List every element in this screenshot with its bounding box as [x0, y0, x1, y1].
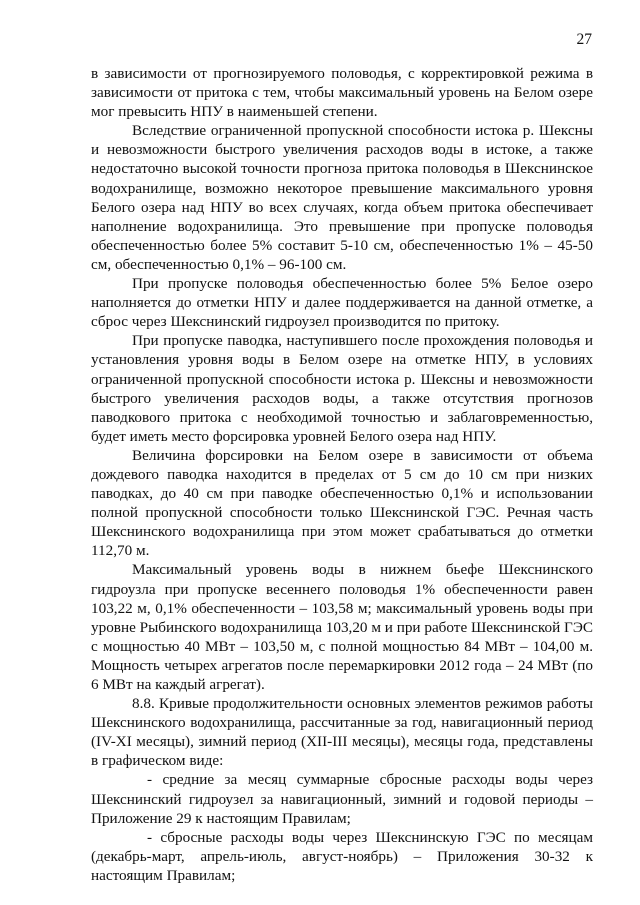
document-body: [91, 64, 593, 885]
list-item-1: - средние за месяц суммарные сбросные расходы воды через Шекснинский гидроузел за навигационный, зимний и годовой периоды – Приложение 29 к настоящим Правилам;: [91, 771, 593, 827]
paragraph-2: Вследствие ограниченной пропускной способности истока р. Шексны и невозможности быстрого увеличения расходов воды в истоке, а также недостаточно высокой точности прогноза притока половодья в Шекснинское водохранилище, возможно некоторое превышение максимального уровня Белого озера над НПУ во всех случаях, когда объем притока обеспечивает наполнение водохранилища. Это превышение при пропуске половодья обеспеченностью более 5% составит 5-10 см, обеспеченностью 1% – 45-50 см, обеспеченностью 0,1% – 96-100 см.: [91, 122, 593, 273]
paragraph-6: Максимальный уровень воды в нижнем бьефе Шекснинского гидроузла при пропуске весеннего половодья 1% обеспеченности равен 103,22 м, 0,1% обеспеченности – 103,58 м; максимальный уровень воды при уровне Рыбинского водохранилища 103,20 м и при работе Шекснинской ГЭС с мощностью 40 МВт – 103,50 м, с полной мощностью 84 МВт – 104,00 м. Мощность четырех агрегатов после перемаркировки 2012 года – 24 МВт (по 6 МВт на каждый агрегат).: [91, 561, 593, 693]
paragraph-1: в зависимости от прогнозируемого половодья, с корректировкой режима в зависимости от притока с тем, чтобы максимальный уровень на Белом озере мог превысить НПУ в наименьшей степени.: [91, 65, 593, 121]
paragraph-4: При пропуске паводка, наступившего после прохождения половодья и установления уровня воды в Белом озере на отметке НПУ, в условиях ограниченной пропускной способности истока р. Шексны и невозможности быстрого увеличения расходов воды, а также отсутствия прогнозов паводкового притока с необходимой точностью и заблаговременностью, будет иметь место форсировка уровней Белого озера над НПУ.: [91, 332, 593, 445]
paragraph-5: Величина форсировки на Белом озере в зависимости от объема дождевого паводка находится в пределах от 5 см до 10 см при низких паводках, до 40 см при паводке обеспеченностью 0,1% и использовании полной пропускной способности только Шекснинской ГЭС. Речная часть Шекснинского водохранилища при этом может срабатываться до отметки 112,70 м.: [91, 446, 593, 560]
paragraph-7: 8.8. Кривые продолжительности основных элементов режимов работы Шекснинского водохранилища, рассчитанные за год, навигационный период (IV-XI месяцы), зимний период (XII-III месяцы), месяцы года, представлены в графическом виде:: [91, 695, 593, 770]
page-number: 27: [576, 31, 592, 48]
list-item-2: - сбросные расходы воды через Шекснинскую ГЭС по месяцам (декабрь-март, апрель-июль, август-ноябрь) – Приложения 30-32 к настоящим Правилам;: [91, 828, 593, 884]
paragraph-3: При пропуске половодья обеспеченностью более 5% Белое озеро наполняется до отметки НПУ и далее поддерживается на данной отметке, а сброс через Шекснинский гидроузел производится по притоку.: [91, 275, 593, 331]
